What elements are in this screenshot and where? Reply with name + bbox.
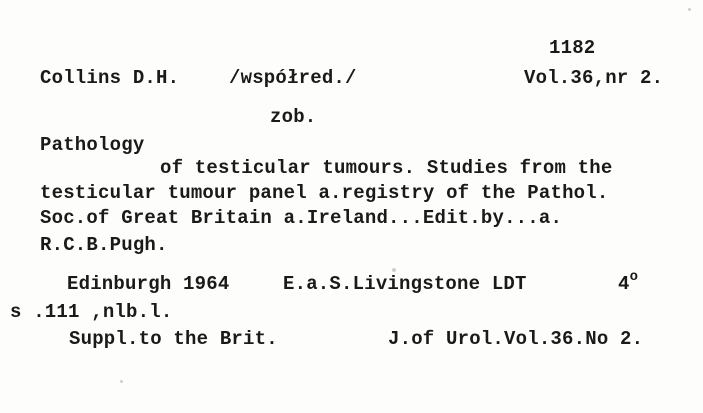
- title-line-2: testicular tumour panel a.registry of the Pathol.: [40, 182, 609, 204]
- catalog-number: 1182: [549, 37, 596, 59]
- pages: s .111 ,nlb.l.: [10, 301, 173, 323]
- see-reference: zob.: [270, 106, 317, 128]
- paper-speck: [392, 268, 396, 272]
- author-name: Collins D.H.: [40, 67, 180, 89]
- title-line-1: of testicular tumours. Studies from the: [160, 157, 613, 179]
- paper-speck: [120, 380, 123, 383]
- series-part-1: Suppl.to the Brit.: [69, 328, 278, 350]
- format-base: 4: [618, 273, 630, 295]
- format: [618, 269, 639, 297]
- format-degree: o: [629, 269, 639, 285]
- author-role: /współred./: [229, 67, 357, 89]
- place-year: Edinburgh 1964: [67, 273, 230, 295]
- title-line-4: R.C.B.Pugh.: [40, 234, 168, 256]
- heading-term: Pathology: [40, 134, 145, 156]
- title-line-3: Soc.of Great Britain a.Ireland...Edit.by...a.: [40, 207, 563, 229]
- volume-number: Vol.36,nr 2.: [524, 67, 664, 89]
- publisher: E.a.S.Livingstone LDT: [283, 273, 527, 295]
- series-part-2: J.of Urol.Vol.36.No 2.: [388, 328, 644, 350]
- paper-speck: [688, 8, 691, 11]
